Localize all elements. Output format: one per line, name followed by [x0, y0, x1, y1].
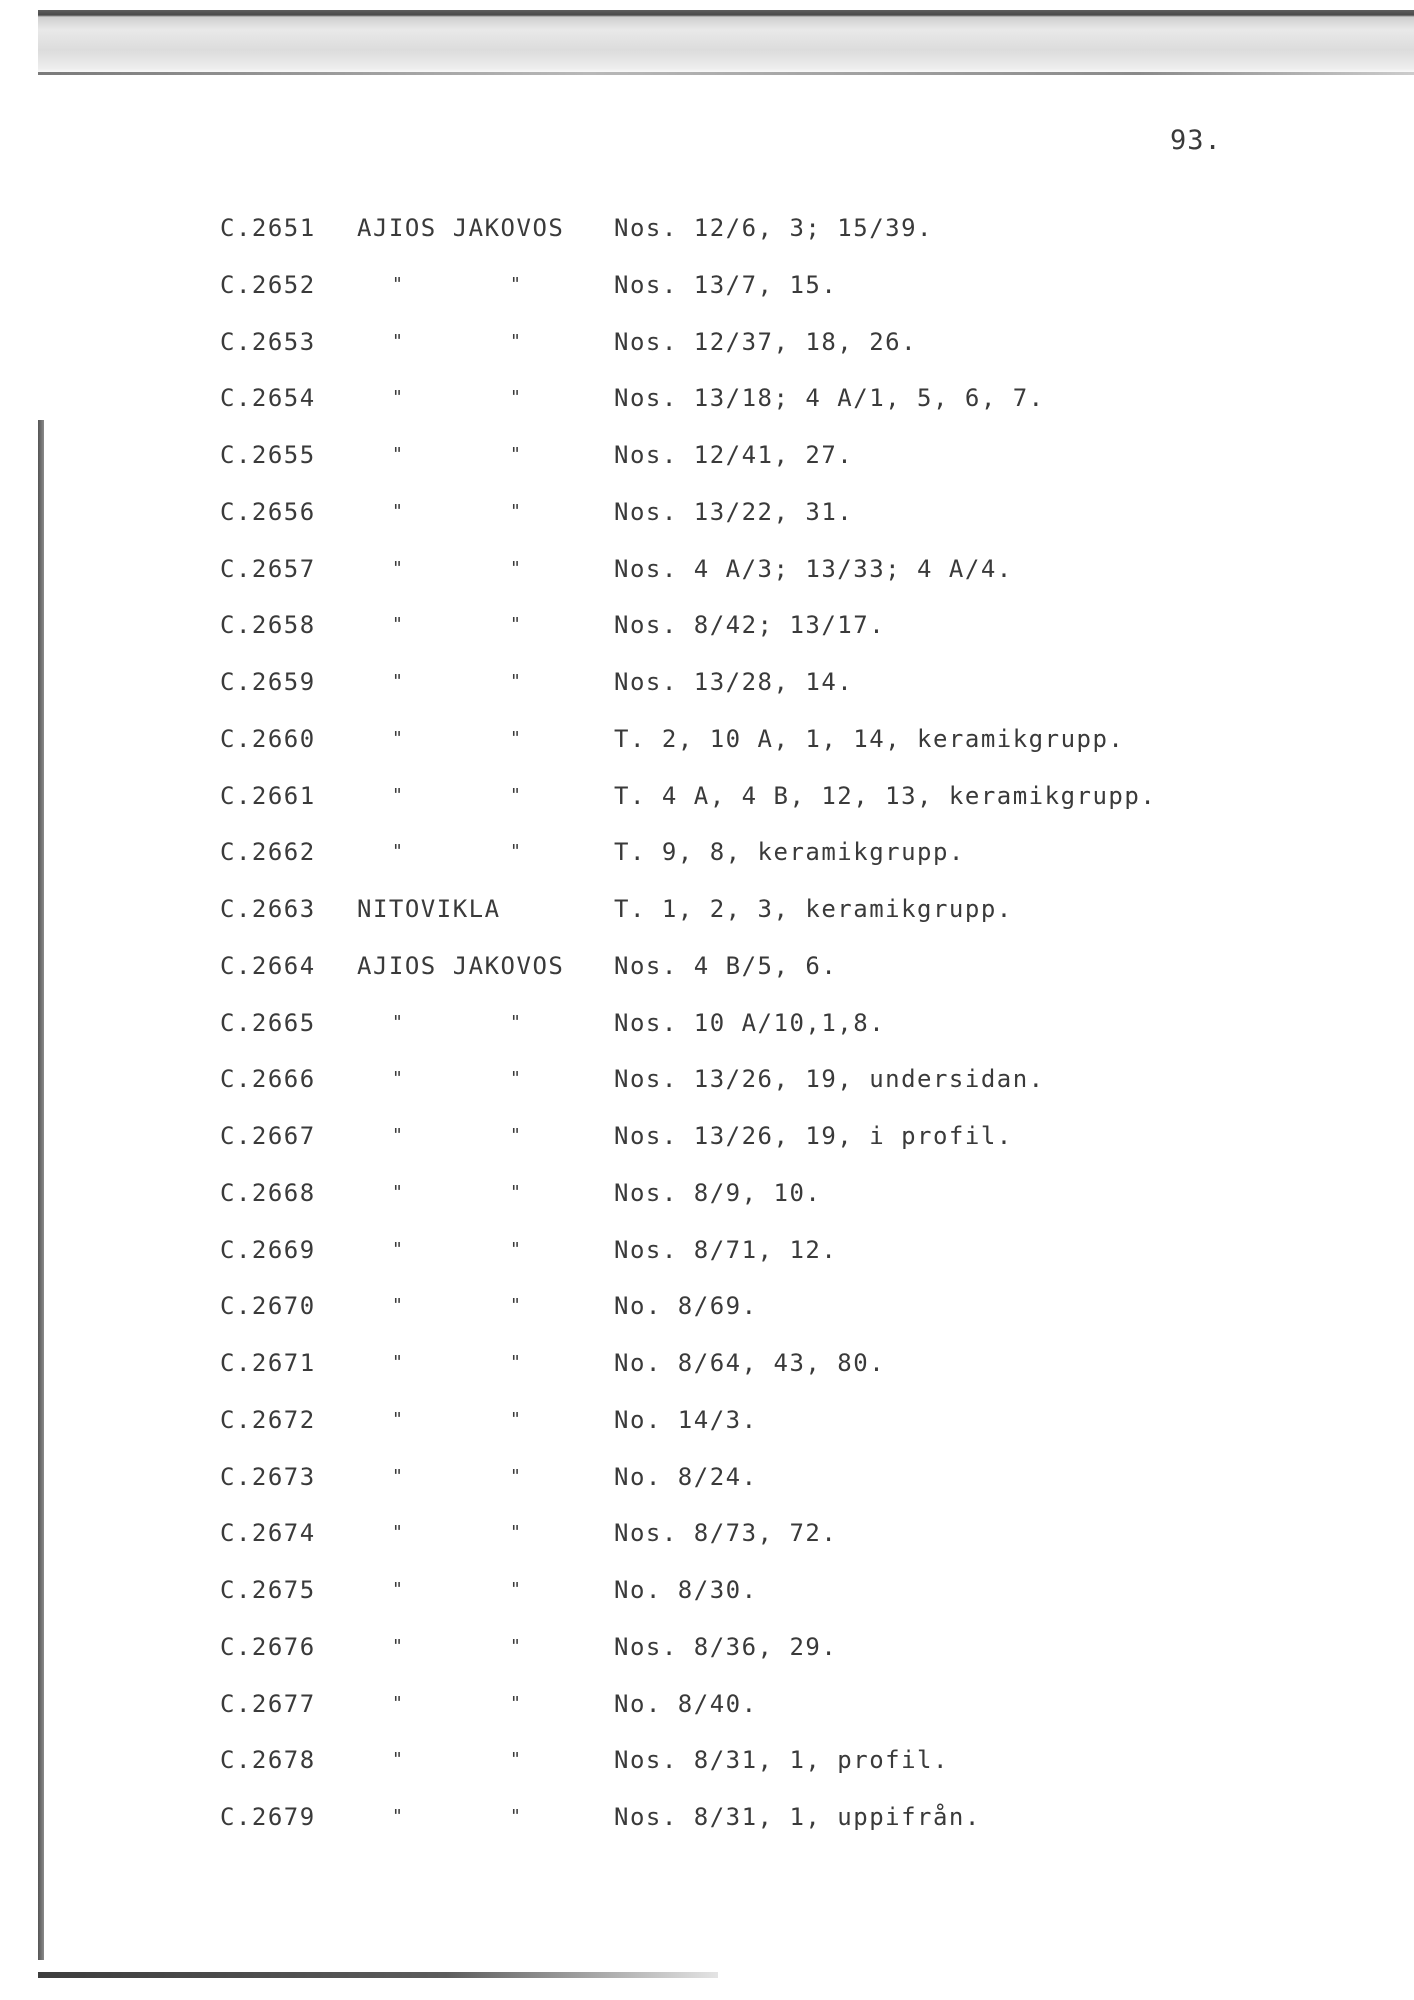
catalog-reference: Nos. 8/71, 12.: [614, 1236, 838, 1264]
catalog-reference: Nos. 13/18; 4 A/1, 5, 6, 7.: [614, 384, 1045, 412]
catalog-reference: Nos. 10 A/10,1,8.: [614, 1009, 886, 1037]
ditto-mark: ": [510, 1125, 523, 1146]
catalog-id: C.2677: [220, 1690, 316, 1718]
ditto-mark: ": [510, 1352, 523, 1373]
catalog-id: C.2667: [220, 1122, 316, 1150]
catalog-reference: No. 8/69.: [614, 1292, 758, 1320]
ditto-mark: ": [510, 331, 523, 352]
ditto-mark: ": [392, 1068, 405, 1089]
ditto-mark: ": [510, 387, 523, 408]
catalog-reference: No. 14/3.: [614, 1406, 758, 1434]
site-name: AJIOS JAKOVOS: [357, 952, 565, 980]
ditto-mark: ": [392, 841, 405, 862]
catalog-reference: T. 4 A, 4 B, 12, 13, keramikgrupp.: [614, 782, 1157, 810]
catalog-row: [0, 1173, 1300, 1213]
catalog-reference: Nos. 13/22, 31.: [614, 498, 854, 526]
catalog-id: C.2679: [220, 1803, 316, 1831]
catalog-row: [0, 322, 1300, 362]
catalog-row: [0, 662, 1300, 702]
catalog-reference: Nos. 8/31, 1, profil.: [614, 1746, 949, 1774]
ditto-mark: ": [392, 1409, 405, 1430]
catalog-reference: Nos. 8/42; 13/17.: [614, 611, 886, 639]
ditto-mark: ": [510, 501, 523, 522]
catalog-id: C.2664: [220, 952, 316, 980]
ditto-mark: ": [510, 1409, 523, 1430]
catalog-row: [0, 208, 1300, 248]
catalog-row: [0, 1570, 1300, 1610]
ditto-mark: ": [392, 1295, 405, 1316]
ditto-mark: ": [510, 1466, 523, 1487]
ditto-mark: ": [510, 1579, 523, 1600]
catalog-row: [0, 889, 1300, 929]
ditto-mark: ": [510, 444, 523, 465]
catalog-row: [0, 1059, 1300, 1099]
catalog-id: C.2661: [220, 782, 316, 810]
catalog-reference: T. 2, 10 A, 1, 14, keramikgrupp.: [614, 725, 1125, 753]
catalog-reference: Nos. 8/36, 29.: [614, 1633, 838, 1661]
catalog-reference: No. 8/24.: [614, 1463, 758, 1491]
ditto-mark: ": [392, 1352, 405, 1373]
catalog-reference: Nos. 13/26, 19, undersidan.: [614, 1065, 1045, 1093]
ditto-mark: ": [510, 274, 523, 295]
catalog-id: C.2655: [220, 441, 316, 469]
catalog-row: [0, 1003, 1300, 1043]
catalog-row: [0, 435, 1300, 475]
catalog-id: C.2663: [220, 895, 316, 923]
catalog-row: [0, 605, 1300, 645]
ditto-mark: ": [392, 671, 405, 692]
ditto-mark: ": [510, 1295, 523, 1316]
catalog-reference: Nos. 8/73, 72.: [614, 1519, 838, 1547]
ditto-mark: ": [392, 1522, 405, 1543]
catalog-id: C.2670: [220, 1292, 316, 1320]
page-number: 93.: [1170, 125, 1222, 156]
ditto-mark: ": [392, 1182, 405, 1203]
catalog-id: C.2652: [220, 271, 316, 299]
ditto-mark: ": [510, 1522, 523, 1543]
catalog-id: C.2659: [220, 668, 316, 696]
ditto-mark: ": [392, 444, 405, 465]
catalog-row: [0, 378, 1300, 418]
catalog-id: C.2678: [220, 1746, 316, 1774]
catalog-reference: Nos. 4 B/5, 6.: [614, 952, 838, 980]
catalog-reference: T. 9, 8, keramikgrupp.: [614, 838, 965, 866]
catalog-row: [0, 1513, 1300, 1553]
catalog-row: [0, 832, 1300, 872]
ditto-mark: ": [510, 1806, 523, 1827]
catalog-reference: T. 1, 2, 3, keramikgrupp.: [614, 895, 1013, 923]
catalog-row: [0, 1286, 1300, 1326]
catalog-row: [0, 776, 1300, 816]
ditto-mark: ": [392, 1466, 405, 1487]
ditto-mark: ": [392, 1239, 405, 1260]
catalog-row: [0, 1797, 1300, 1837]
catalog-id: C.2673: [220, 1463, 316, 1491]
catalog-id: C.2658: [220, 611, 316, 639]
catalog-id: C.2657: [220, 555, 316, 583]
catalog-reference: Nos. 13/7, 15.: [614, 271, 838, 299]
ditto-mark: ": [392, 1012, 405, 1033]
catalog-id: C.2660: [220, 725, 316, 753]
catalog-row: [0, 1457, 1300, 1497]
catalog-id: C.2672: [220, 1406, 316, 1434]
catalog-reference: Nos. 13/26, 19, i profil.: [614, 1122, 1013, 1150]
catalog-reference: No. 8/30.: [614, 1576, 758, 1604]
catalog-row: [0, 1627, 1300, 1667]
catalog-row: [0, 946, 1300, 986]
ditto-mark: ": [510, 1182, 523, 1203]
ditto-mark: ": [392, 331, 405, 352]
ditto-mark: ": [510, 614, 523, 635]
ditto-mark: ": [392, 1636, 405, 1657]
catalog-id: C.2653: [220, 328, 316, 356]
ditto-mark: ": [392, 1806, 405, 1827]
ditto-mark: ": [510, 671, 523, 692]
ditto-mark: ": [510, 1636, 523, 1657]
ditto-mark: ": [392, 1125, 405, 1146]
catalog-row: [0, 719, 1300, 759]
ditto-mark: ": [510, 841, 523, 862]
ditto-mark: ": [510, 1693, 523, 1714]
catalog-reference: Nos. 12/37, 18, 26.: [614, 328, 918, 356]
catalog-id: C.2671: [220, 1349, 316, 1377]
ditto-mark: ": [392, 1749, 405, 1770]
catalog-reference: No. 8/40.: [614, 1690, 758, 1718]
catalog-id: C.2669: [220, 1236, 316, 1264]
ditto-mark: ": [392, 274, 405, 295]
catalog-row: [0, 1740, 1300, 1780]
site-name: NITOVIKLA: [357, 895, 501, 923]
catalog-row: [0, 549, 1300, 589]
catalog-id: C.2676: [220, 1633, 316, 1661]
ditto-mark: ": [392, 558, 405, 579]
catalog-row: [0, 1400, 1300, 1440]
catalog-id: C.2675: [220, 1576, 316, 1604]
ditto-mark: ": [510, 785, 523, 806]
ditto-mark: ": [392, 728, 405, 749]
catalog-id: C.2662: [220, 838, 316, 866]
catalog-row: [0, 1116, 1300, 1156]
catalog-row: [0, 1343, 1300, 1383]
ditto-mark: ": [392, 387, 405, 408]
catalog-row: [0, 1230, 1300, 1270]
scan-bottom-edge: [38, 1972, 718, 1978]
catalog-reference: Nos. 12/41, 27.: [614, 441, 854, 469]
site-name: AJIOS JAKOVOS: [357, 214, 565, 242]
ditto-mark: ": [392, 785, 405, 806]
catalog-reference: Nos. 4 A/3; 13/33; 4 A/4.: [614, 555, 1013, 583]
catalog-id: C.2654: [220, 384, 316, 412]
catalog-reference: No. 8/64, 43, 80.: [614, 1349, 886, 1377]
catalog-reference: Nos. 8/31, 1, uppifrån.: [614, 1803, 981, 1831]
scan-top-line: [38, 72, 1414, 75]
ditto-mark: ": [392, 614, 405, 635]
ditto-mark: ": [510, 1239, 523, 1260]
ditto-mark: ": [510, 558, 523, 579]
catalog-reference: Nos. 13/28, 14.: [614, 668, 854, 696]
catalog-id: C.2656: [220, 498, 316, 526]
catalog-reference: Nos. 8/9, 10.: [614, 1179, 822, 1207]
catalog-id: C.2651: [220, 214, 316, 242]
ditto-mark: ": [510, 1012, 523, 1033]
catalog-row: [0, 1684, 1300, 1724]
ditto-mark: ": [392, 1579, 405, 1600]
ditto-mark: ": [392, 501, 405, 522]
catalog-id: C.2665: [220, 1009, 316, 1037]
ditto-mark: ": [510, 1749, 523, 1770]
ditto-mark: ": [392, 1693, 405, 1714]
catalog-row: [0, 492, 1300, 532]
scan-top-edge: [38, 10, 1414, 74]
catalog-id: C.2668: [220, 1179, 316, 1207]
catalog-id: C.2666: [220, 1065, 316, 1093]
catalog-row: [0, 265, 1300, 305]
ditto-mark: ": [510, 1068, 523, 1089]
catalog-reference: Nos. 12/6, 3; 15/39.: [614, 214, 933, 242]
catalog-id: C.2674: [220, 1519, 316, 1547]
ditto-mark: ": [510, 728, 523, 749]
